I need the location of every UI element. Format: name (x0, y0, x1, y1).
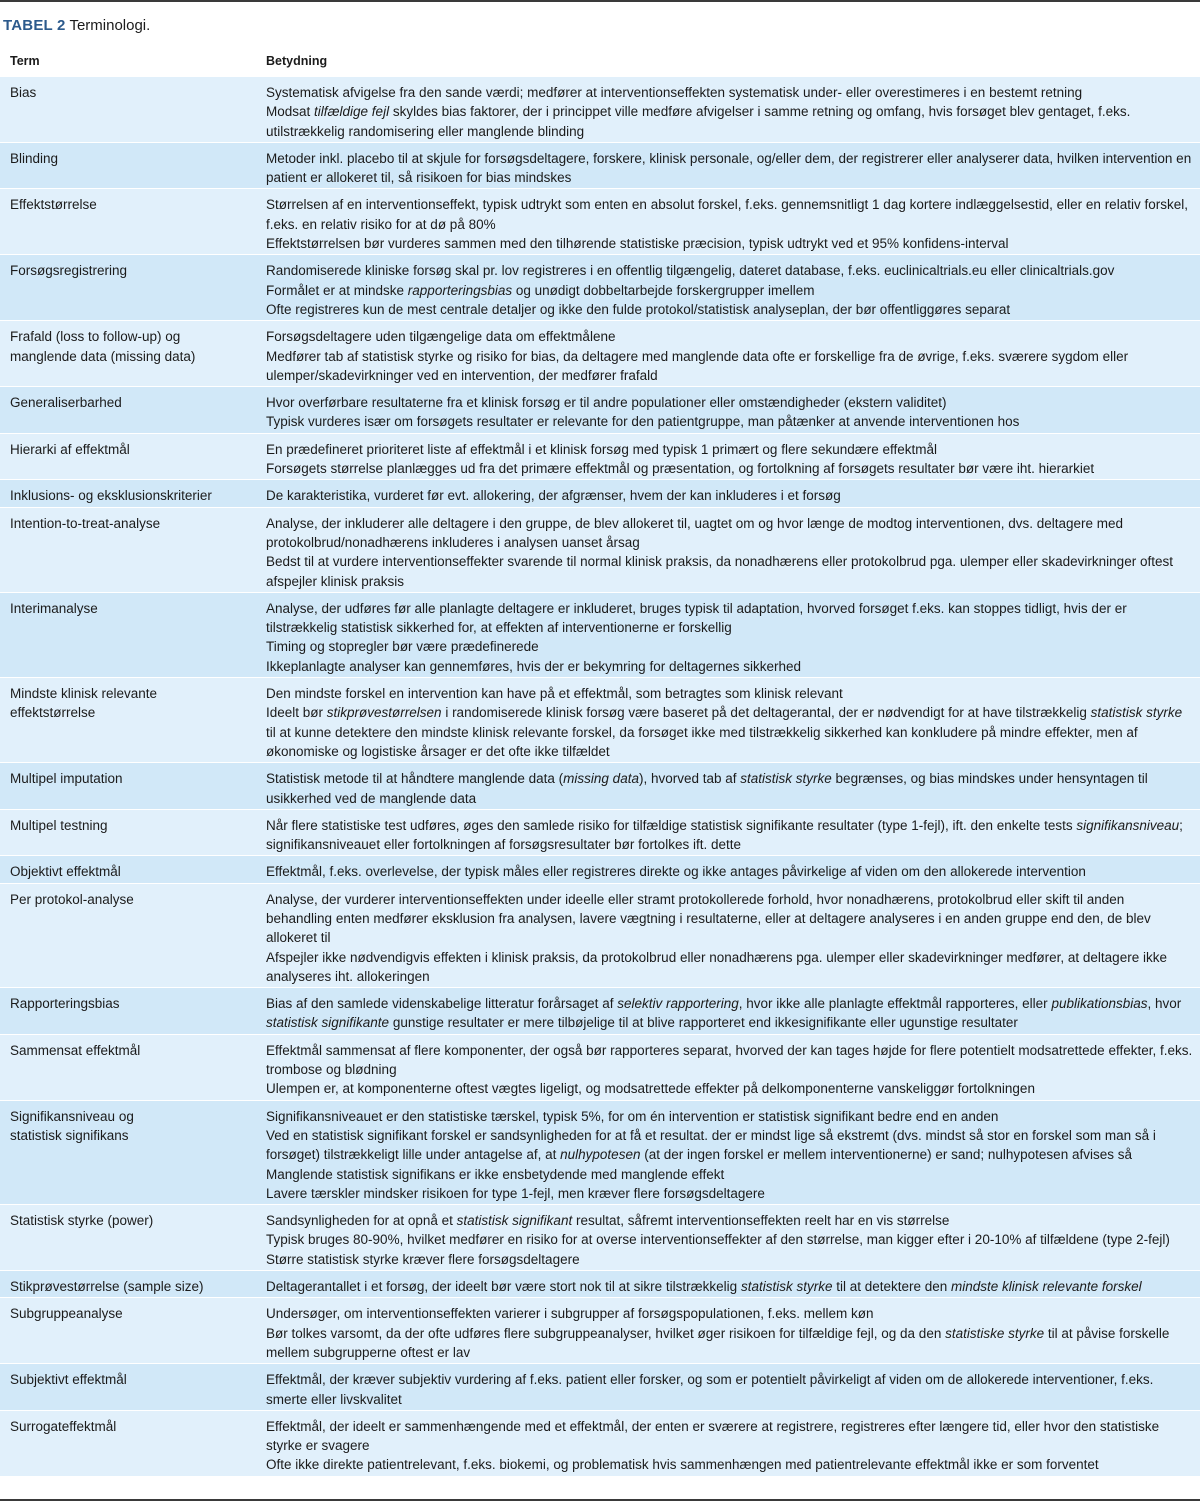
table-row (0, 883, 1200, 987)
table-row (0, 255, 1200, 321)
definition-text: Sandsynligheden for at opnå et (266, 1213, 457, 1229)
column-header-betydning: Betydning (266, 54, 328, 68)
definition-text: Modsat (266, 104, 315, 120)
term-text: Stikprøvestørrelse (sample size) (10, 1279, 204, 1295)
definition-paragraph (266, 393, 1194, 412)
definition-cell (256, 988, 1200, 1035)
definition-text: Effektmål, f.eks. overlevelse, der typisk måles eller registreres direkte og ikke antages påvirkelige af viden om den allokerede intervention (266, 864, 1086, 880)
definition-paragraph (266, 1304, 1194, 1323)
table-caption (3, 16, 150, 36)
definition-paragraph (266, 1165, 1194, 1184)
term-text: Forsøgsregistrering (10, 263, 128, 279)
term-cell (0, 763, 256, 810)
definition-cell (256, 1364, 1200, 1411)
term-cell (0, 1100, 256, 1204)
term-cell (0, 592, 256, 677)
definition-text: Bør tolkes varsomt, da der ofte udføres flere subgruppeanalyser, hvilket øger risikoen for tilfældige fejl, og da den (266, 1325, 946, 1341)
term-text: Subgruppeanalyse (10, 1306, 123, 1322)
definition-paragraph (266, 486, 1194, 505)
table-row (0, 433, 1200, 480)
definition-text: Effektmål, der kræver subjektiv vurdering af f.eks. patient eller forsker, og som er potentielt påvirkeligt af viden om de allokerede interventioner, f.eks. smerte eller livskvalitet (266, 1372, 1154, 1407)
italic-term: publikationsbias (1051, 996, 1148, 1012)
italic-term: signifikansniveau (1076, 817, 1180, 833)
definition-cell (256, 883, 1200, 987)
definition-paragraph (266, 347, 1194, 386)
definition-cell (256, 1410, 1200, 1475)
italic-term: statistiske styrke (945, 1325, 1045, 1341)
definition-paragraph (266, 637, 1194, 656)
table-title: Terminologi. (69, 17, 151, 34)
table-row (0, 856, 1200, 883)
definition-text: Ofte registreres kun de mest centrale detaljer og ikke den fulde protokol/statistisk analyseplan, der bør offentliggøres separat (266, 301, 1011, 317)
definition-text: Hvor overførbare resultaterne fra et klinisk forsøg er til andre populationer eller omstændigheder (ekstern validitet) (266, 395, 947, 411)
definition-paragraph (266, 1324, 1194, 1363)
definition-paragraph (266, 83, 1194, 102)
top-rule (0, 0, 1200, 2)
definition-text: Randomiserede kliniske forsøg skal pr. lov registreres i en offentlig tilgængelig, dateret database, f.eks. euclinicaltrials.eu eller clinicaltrials.gov (266, 263, 1115, 279)
definition-text: resultat, såfremt interventionseffekten reelt har en vis størrelse (572, 1213, 950, 1229)
definition-text: Den mindste forskel en intervention kan have på et effektmål, som betragtes som klinisk relevant (266, 686, 843, 702)
italic-term: rapporteringsbias (407, 282, 513, 298)
italic-term: statistisk signifikant (456, 1213, 573, 1229)
definition-text: Ved en statistisk signifikant forskel er sandsynligheden for at få et resultat. der er mindst lige så ekstremt (dvs. mindst så stor en forskel som man så i forsøget) tilstrækkeligt lille under antagelse af, at (266, 1127, 1156, 1163)
definition-text: Statistisk metode til at håndtere manglende data ( (266, 771, 564, 787)
definition-cell (256, 1034, 1200, 1100)
definition-text: Metoder inkl. placebo til at skjule for forsøgsdeltagere, forskere, klinisk personale, og/eller dem, der registrerer eller analyserer data, hvilken intervention en patient er allokeret til, så risikoen for bias mindskes (266, 150, 1192, 186)
term-cell (0, 1034, 256, 1100)
definition-text: Effektmål sammensat af flere komponenter, der også bør rapporteres separat, hvorved der kan tages højde for flere potentielt modsatrettede effekter, f.eks. trombose og blødning (266, 1042, 1193, 1078)
table-row (0, 1298, 1200, 1364)
definition-paragraph (266, 459, 1194, 478)
definition-text: De karakteristika, vurderet før evt. allokering, der afgrænser, hvem der kan inkluderes i et forsøg (266, 488, 841, 504)
definition-text: Typisk vurderes især om forsøgets resultater er relevante for den patientgruppe, man påtænker at anvende interventionen hos (266, 414, 1020, 430)
term-text: statistisk signifikans (10, 1127, 129, 1143)
table-row (0, 988, 1200, 1035)
definition-text: gunstige resultater er mere tilbøjelige til at blive rapporteret end ikkesignifikante eller ugunstige resultater (389, 1015, 1018, 1031)
table-row (0, 142, 1200, 189)
bottom-rule (0, 1499, 1200, 1501)
term-cell (0, 1364, 256, 1411)
italic-term: statistisk styrke (740, 1279, 833, 1295)
term-text: Frafald (loss to follow-up) og (10, 329, 181, 345)
term-cell (0, 1205, 256, 1271)
term-text: Inklusions- og eksklusionskriterier (10, 488, 212, 504)
definition-paragraph (266, 327, 1194, 346)
definition-paragraph (266, 1126, 1194, 1165)
table-row (0, 1034, 1200, 1100)
definition-text: Manglende statistisk signifikans er ikke ensbetydende med manglende effekt (266, 1166, 725, 1182)
definition-text: En prædefineret prioriteret liste af effektmål i et klinisk forsøg med typisk 1 primært og flere sekundære effektmål (266, 441, 938, 457)
definition-cell (256, 678, 1200, 763)
table-row (0, 480, 1200, 507)
definition-paragraph (266, 769, 1194, 808)
table-row (0, 1205, 1200, 1271)
term-cell (0, 809, 256, 856)
term-cell (0, 507, 256, 592)
term-text: Multipel testning (10, 817, 108, 833)
term-cell (0, 480, 256, 507)
definition-cell (256, 592, 1200, 677)
italic-term: statistisk styrke (740, 771, 832, 787)
definition-cell (256, 1205, 1200, 1271)
definition-text: Når flere statistiske test udføres, øges den samlede risiko for tilfældige statistisk signifikante resultater (type 1-fejl), ift. den enkelte tests (266, 817, 1077, 833)
definition-cell (256, 321, 1200, 387)
definition-text: Afspejler ikke nødvendigvis effekten i klinisk praksis, da protokolbrud eller nonadhærens pga. ulemper eller skadevirkninger medfører, at deltagere ikke analyseres iht. allokeringen (266, 949, 1167, 984)
definition-text: Typisk bruges 80-90%, hvilket medfører en risiko for at overse interventionseffekter af den størrelse, man kigger efter i 20-10% af tilfældene (type 2-fejl) (266, 1232, 1170, 1248)
term-cell (0, 1271, 256, 1298)
definition-cell (256, 1298, 1200, 1364)
definition-paragraph (266, 1079, 1194, 1098)
term-text: Interimanalyse (10, 600, 98, 616)
definition-cell (256, 1100, 1200, 1204)
term-cell (0, 189, 256, 255)
definition-text: Analyse, der inkluderer alle deltagere i den gruppe, de blev allokeret til, uagtet om og hvor længe de modtog interventionen, dvs. deltagere med protokolbrud/nonadhærens inkluderes i analysen uanset årsag (266, 515, 1124, 550)
definition-text: Formålet er at mindske (266, 282, 408, 298)
term-text: Signifikansniveau og (10, 1108, 134, 1124)
definition-cell (256, 1271, 1200, 1298)
italic-term: mindste klinisk relevante forskel (951, 1279, 1142, 1295)
definition-text: Ulempen er, at komponenterne oftest vægtes ligeligt, og modsatrettede effekter på delkomponenterne vanskeliggør fortolkningen (266, 1081, 1035, 1097)
term-text: Statistisk styrke (power) (10, 1213, 154, 1229)
table-row (0, 678, 1200, 763)
term-text: Hierarki af effektmål (10, 441, 130, 457)
definition-text: Analyse, der vurderer interventionseffekten under ideelle eller stramt protokollerede forhold, hvor nonadhærens, protokolbrud eller skift til anden behandling enten medfører eksklusion fra analysen, lavere vægtning i resultaterne, eller at deltagere analyseres i en anden gruppe end den, de blev allokeret til (266, 891, 1151, 946)
term-text: Subjektivt effektmål (10, 1372, 127, 1388)
term-text: Generaliserbarhed (10, 395, 122, 411)
definition-paragraph (266, 281, 1194, 300)
table-row (0, 592, 1200, 677)
definition-cell (256, 142, 1200, 189)
table-row (0, 1271, 1200, 1298)
definition-text: ), hvorved tab af (638, 771, 741, 787)
table-row (0, 189, 1200, 255)
table-row (0, 809, 1200, 856)
term-cell (0, 433, 256, 480)
definition-text: Ikkeplanlagte analyser kan gennemføres, hvis der er bekymring for deltagernes sikkerhed (266, 658, 802, 674)
definition-paragraph (266, 1417, 1194, 1456)
table-row (0, 1410, 1200, 1475)
definition-paragraph (266, 599, 1194, 638)
term-cell (0, 1298, 256, 1364)
definition-text: Forsøgsdeltagere uden tilgængelige data om effektmålene (266, 329, 616, 345)
definition-cell (256, 480, 1200, 507)
term-text: Per protokol-analyse (10, 891, 134, 907)
table-row (0, 763, 1200, 810)
definition-paragraph (266, 684, 1194, 703)
definition-paragraph (266, 1107, 1194, 1126)
definition-paragraph (266, 1370, 1194, 1409)
table-row (0, 321, 1200, 387)
term-text: Multipel imputation (10, 771, 123, 787)
definition-text: Ofte ikke direkte patientrelevant, f.eks. biokemi, og problematisk hvis sammenhængen med patientrelevante effektmål ikke er som forventet (266, 1457, 1099, 1473)
definition-cell (256, 809, 1200, 856)
definition-paragraph (266, 890, 1194, 948)
definition-paragraph (266, 195, 1194, 234)
definition-paragraph (266, 514, 1194, 553)
term-text: Surrogateffektmål (10, 1418, 117, 1434)
definition-text: til at detektere den (832, 1279, 952, 1295)
definition-paragraph (266, 1277, 1194, 1296)
definition-cell (256, 763, 1200, 810)
definition-text: Bedst til at vurdere interventionseffekter svarende til normal klinisk praksis, da nonadhærens eller protokolbrud pga. ulemper eller skadevirkninger oftest afspejler klinisk praksis (266, 554, 1173, 589)
term-cell (0, 142, 256, 189)
definition-text: , hvor (1147, 996, 1182, 1012)
italic-term: stikprøvestørrelsen (326, 705, 442, 721)
italic-term: missing data (563, 771, 639, 787)
definition-text: ; signifikansniveauet eller fortolkningen af forsøgsresultater bør fortolkes ift. dette (266, 817, 1183, 853)
definition-paragraph (266, 1184, 1194, 1203)
definition-text: Bias af den samlede videnskabelige litteratur forårsaget af (266, 996, 618, 1012)
term-text: Rapporteringsbias (10, 996, 120, 1012)
term-text: Sammensat effektmål (10, 1042, 141, 1058)
term-text: manglende data (missing data) (10, 348, 196, 364)
term-text: Intention-to-treat-analyse (10, 515, 161, 531)
term-text: effektstørrelse (10, 705, 96, 721)
italic-term: statistisk signifikante (266, 1015, 390, 1031)
definition-paragraph (266, 1455, 1194, 1474)
italic-term: selektiv rapportering (617, 996, 739, 1012)
definition-paragraph (266, 994, 1194, 1033)
term-text: Blinding (10, 150, 59, 166)
term-cell (0, 1410, 256, 1475)
definition-text: Deltagerantallet i et forsøg, der ideelt bør være stort nok til at sikre tilstrækkelig (266, 1279, 741, 1295)
definition-text: Lavere tærskler mindsker risikoen for type 1-fejl, men kræver flere forsøgsdeltagere (266, 1185, 765, 1201)
definition-text: Undersøger, om interventionseffekten varierer i subgrupper af forsøgspopulationen, f.eks. mellem køn (266, 1306, 874, 1322)
definition-text: Signifikansniveauet er den statistiske tærskel, typisk 5%, for om én intervention er statistisk signifikant bedre end en anden (266, 1108, 999, 1124)
definition-paragraph (266, 1211, 1194, 1230)
definition-text: Forsøgets størrelse planlægges ud fra det primære effektmål og præsentation, og fortolkning af forsøgets resultater bør være iht. hierarkiet (266, 461, 1095, 477)
definition-text: Større statistisk styrke kræver flere forsøgsdeltagere (266, 1251, 580, 1267)
term-cell (0, 77, 256, 143)
definition-text: Ideelt bør (266, 705, 327, 721)
definition-paragraph (266, 703, 1194, 761)
definition-text: Timing og stopregler bør være prædefinerede (266, 639, 539, 655)
definition-paragraph (266, 412, 1194, 431)
term-text: Mindste klinisk relevante (10, 686, 158, 702)
definition-cell (256, 507, 1200, 592)
definition-paragraph (266, 300, 1194, 319)
terminology-table (0, 50, 1200, 1476)
definition-text: Systematisk afvigelse fra den sande værdi; medfører at interventionseffekten systematisk under- eller overestimeres i en bestemt retning (266, 85, 1083, 100)
definition-paragraph (266, 440, 1194, 459)
italic-term: nulhypotesen (560, 1147, 641, 1163)
definition-text: begrænses, og bias mindskes under hensyntagen til usikkerhed ved de manglende data (266, 771, 1148, 806)
definition-cell (256, 433, 1200, 480)
term-text: Effektstørrelse (10, 197, 97, 213)
term-cell (0, 856, 256, 883)
definition-cell (256, 255, 1200, 321)
table-row (0, 1364, 1200, 1411)
table-row (0, 77, 1200, 143)
definition-text: Medfører tab af statistisk styrke og risiko for bias, da deltagere med manglende data ofte er forskellige fra de øvrige, f.eks. sværere sygdom eller ulemper/skadevirkninger ved en intervention, der medfører frafald (266, 348, 1129, 383)
definition-text: Størrelsen af en interventionseffekt, typisk udtrykt som enten en absolut forskel, f.eks. gennemsnitligt 1 dag kortere indlæggelsestid, eller en relativ forskel, f.eks. en relativ risiko for at dø på 80% (266, 197, 1188, 232)
term-cell (0, 678, 256, 763)
italic-term: tilfældige fejl (314, 104, 390, 120)
definition-text: skyldes bias faktorer, der i princippet ville medføre afvigelser i samme retning og omfang, hvis forsøget blev gentaget, f.eks. utilstrækkelig randomisering eller manglende blinding (266, 104, 1131, 139)
term-cell (0, 883, 256, 987)
table-row (0, 1100, 1200, 1204)
definition-cell (256, 856, 1200, 883)
definition-text: Effektstørrelsen bør vurderes sammen med den tilhørende statistiske præcision, typisk udtrykt ved et 95% konfidens-interval (266, 236, 1009, 252)
definition-paragraph (266, 552, 1194, 591)
definition-paragraph (266, 102, 1194, 141)
definition-cell (256, 77, 1200, 143)
definition-text: til at kunne detektere den mindste klinisk relevante forskel, da forsøget ikke med tilstrækkelig sikkerhed kan konkludere på mindre effekter, men af økonomiske og logistiske årsager er det ofte ikke tilfældet (266, 724, 1138, 759)
definition-text: til at påvise forskelle mellem subgrupperne oftest er lav (266, 1325, 1170, 1360)
definition-paragraph (266, 1230, 1194, 1249)
definition-cell (256, 387, 1200, 434)
table-label: TABEL 2 (3, 17, 66, 34)
term-cell (0, 255, 256, 321)
table-row (0, 387, 1200, 434)
definition-cell (256, 189, 1200, 255)
definition-text: i randomiserede klinisk forsøg være baseret på det deltagerantal, der er nødvendigt for at have tilstrækkelig (441, 705, 1091, 721)
italic-term: statistisk styrke (1090, 705, 1183, 721)
definition-paragraph (266, 149, 1194, 188)
column-header-term: Term (10, 54, 40, 68)
term-cell (0, 988, 256, 1035)
definition-paragraph (266, 948, 1194, 987)
definition-paragraph (266, 862, 1194, 881)
definition-paragraph (266, 234, 1194, 253)
definition-text: Analyse, der udføres før alle planlagte deltagere er inkluderet, bruges typisk til adaptation, hvorved forsøget f.eks. kan stoppes tidligt, hvis der er tilstrækkelig statistisk sikkerhed for, at effekten af interventionerne er forskellig (266, 600, 1127, 636)
definition-paragraph (266, 657, 1194, 676)
definition-text: Effektmål, der ideelt er sammenhængende med et effektmål, der enten er sværere at registrere, registreres efter længere tid, eller hvor den statistiske styrke er svagere (266, 1418, 1160, 1454)
term-cell (0, 387, 256, 434)
definition-paragraph (266, 261, 1194, 280)
definition-text: , hvor ikke alle planlagte effektmål rapporteres, eller (738, 996, 1052, 1012)
table-header-row (0, 50, 1200, 77)
definition-paragraph (266, 1041, 1194, 1080)
term-cell (0, 321, 256, 387)
definition-text: og unødigt dobbeltarbejde forskergrupper imellem (512, 282, 815, 298)
definition-paragraph (266, 816, 1194, 855)
term-text: Bias (10, 85, 37, 100)
table-row (0, 507, 1200, 592)
term-text: Objektivt effektmål (10, 864, 121, 880)
definition-paragraph (266, 1250, 1194, 1269)
table-body (0, 77, 1200, 1476)
definition-text: (at der ingen forskel er mellem interventionerne) er sand; nulhypotesen afvises så (640, 1147, 1132, 1163)
